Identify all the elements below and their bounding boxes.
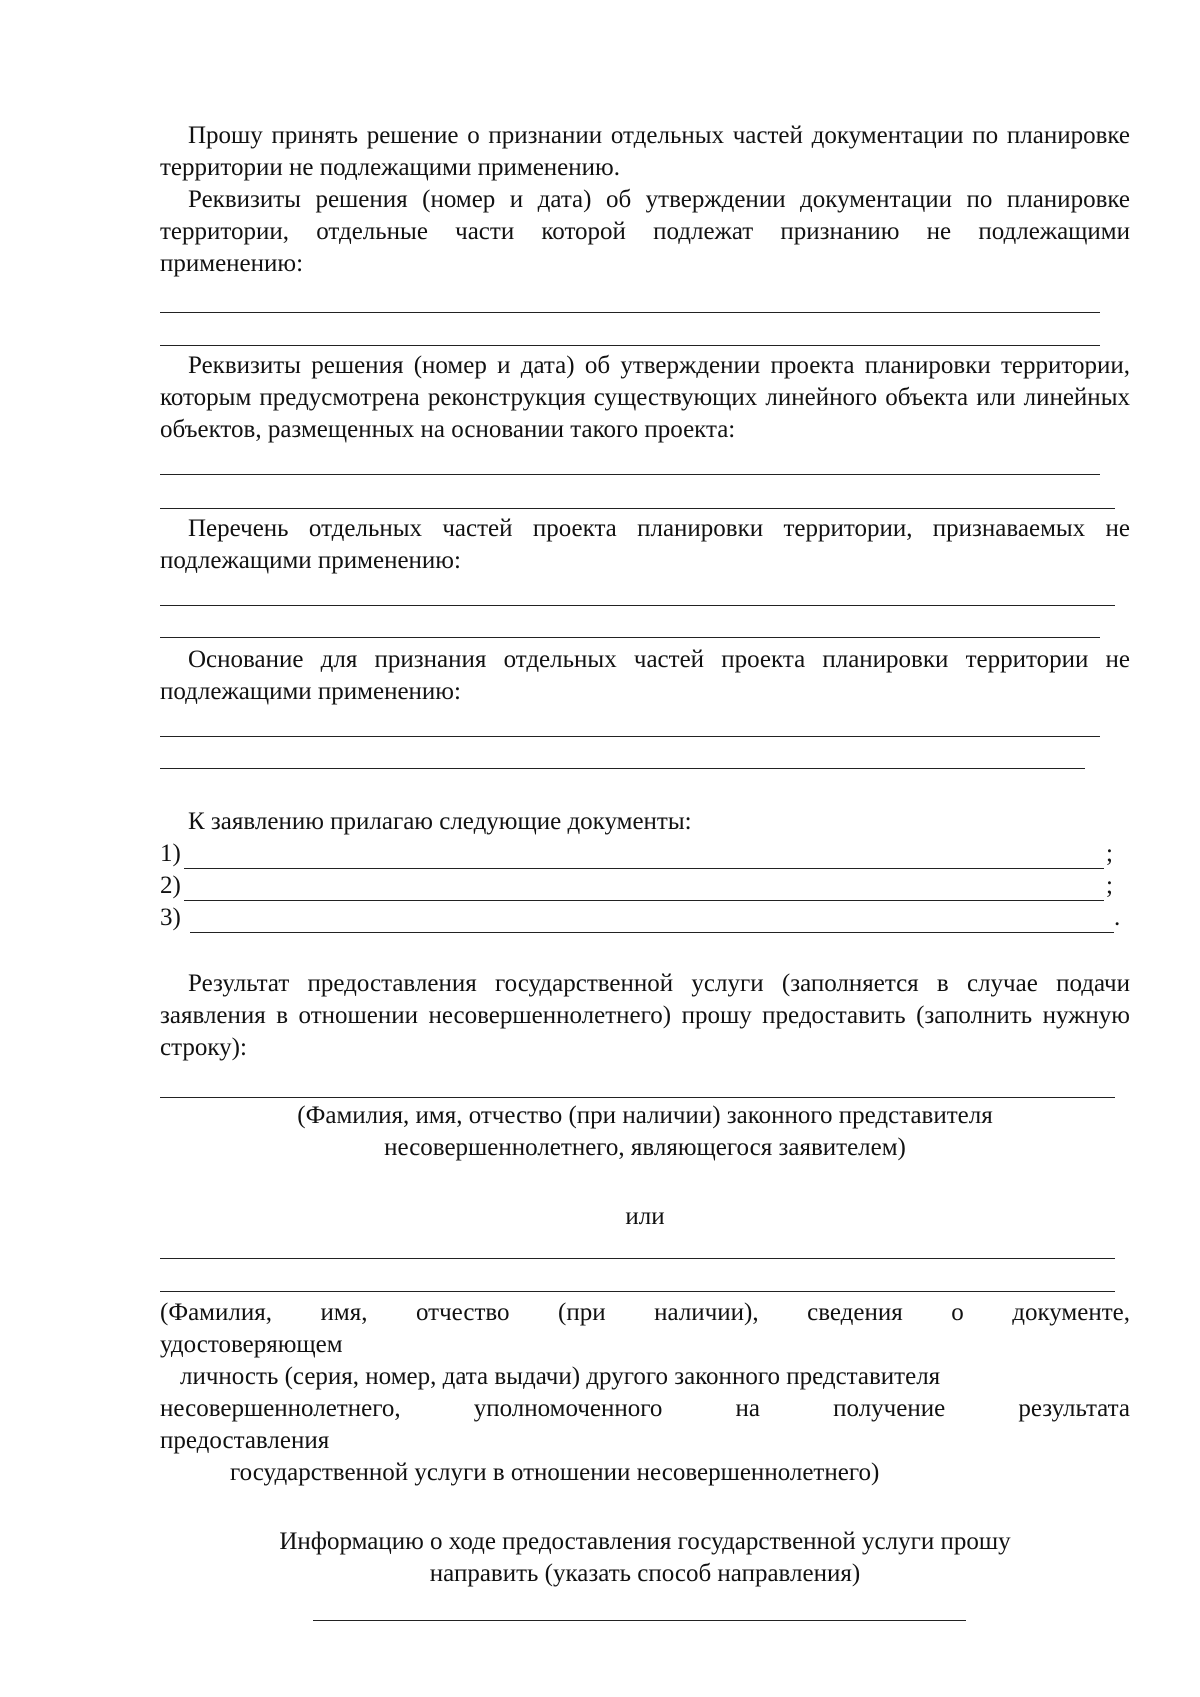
rep2-word: отчество <box>415 1299 510 1326</box>
attachment-line-1[interactable] <box>184 868 1104 869</box>
rep2-word: на <box>735 1395 761 1422</box>
attachment-number-3: 3) <box>160 904 181 931</box>
fill-line[interactable] <box>160 1291 1115 1292</box>
fill-line[interactable] <box>160 1258 1115 1259</box>
rep2-word: уполномоченного <box>473 1395 663 1422</box>
fill-line[interactable] <box>160 768 1085 769</box>
fill-line[interactable] <box>160 474 1100 475</box>
rep2-note-line3: личность (серия, номер, дата выдачи) другого законного представителя <box>180 1363 941 1390</box>
parts-list-paragraph: Перечень отдельных частей проекта планировки территории, признаваемых не подлежащими применению: <box>160 515 1130 574</box>
attachment-end-3: . <box>1114 904 1121 931</box>
rep2-word: получение <box>833 1395 946 1422</box>
request-paragraph: Прошу принять решение о признании отдельных частей документации по планировке территории не подлежащими применению. <box>160 122 1130 181</box>
attachment-number-2: 2) <box>160 872 181 899</box>
or-label: или <box>625 1203 665 1230</box>
grounds-paragraph: Основание для признания отдельных частей проекта планировки территории не подлежащими применению: <box>160 646 1130 705</box>
attachment-line-2[interactable] <box>184 900 1104 901</box>
service-result-paragraph: Результат предоставления государственной услуги (заполняется в случае подачи заявления в отношении несовершеннолетнего) прошу предоставить (заполнить нужную строку): <box>160 970 1130 1061</box>
rep2-word: несовершеннолетнего, <box>160 1395 401 1422</box>
fill-line[interactable] <box>160 1097 1115 1098</box>
project-decision-paragraph: Реквизиты решения (номер и дата) об утверждении проекта планировки территории, которым предусмотрена реконструкция существующих линейного объекта или линейных объектов, размещенных на основании такого проекта: <box>160 352 1130 443</box>
rep1-note-line2: несовершеннолетнего, являющегося заявителем) <box>384 1134 906 1161</box>
rep2-word: (при <box>558 1299 606 1326</box>
fill-line[interactable] <box>160 345 1100 346</box>
rep2-word: имя, <box>320 1299 368 1326</box>
info-line1: Информацию о ходе предоставления государственной услуги прошу <box>279 1528 1011 1555</box>
attachment-number-1: 1) <box>160 840 181 867</box>
rep2-word: наличии), <box>654 1299 759 1326</box>
rep2-word: (Фамилия, <box>160 1299 272 1326</box>
rep2-word: результата <box>1018 1395 1130 1422</box>
attachment-line-3[interactable] <box>190 932 1114 933</box>
attachment-end-1: ; <box>1106 840 1113 867</box>
fill-line[interactable] <box>160 736 1100 737</box>
rep1-note-line1: (Фамилия, имя, отчество (при наличии) законного представителя <box>297 1102 993 1129</box>
attachment-end-2: ; <box>1106 872 1113 899</box>
fill-line[interactable] <box>160 508 1115 509</box>
rep2-word: сведения <box>807 1299 903 1326</box>
delivery-method-line[interactable] <box>313 1620 966 1621</box>
rep2-word: о <box>951 1299 964 1326</box>
fill-line[interactable] <box>160 605 1115 606</box>
decision-details-paragraph: Реквизиты решения (номер и дата) об утверждении документации по планировке территории, отдельные части которой подлежат признанию не подлежащими применению: <box>160 186 1130 277</box>
info-line2: направить (указать способ направления) <box>429 1560 861 1587</box>
fill-line[interactable] <box>160 312 1100 313</box>
rep2-note-line1 <box>160 1297 1130 1329</box>
rep2-word: документе, <box>1012 1299 1130 1326</box>
rep2-note-line5: предоставления <box>160 1427 330 1454</box>
rep2-note-line2: удостоверяющем <box>160 1331 343 1358</box>
rep2-note-line4 <box>160 1393 1130 1425</box>
fill-line[interactable] <box>160 637 1100 638</box>
rep2-note-line6: государственной услуги в отношении несовершеннолетнего) <box>230 1459 880 1486</box>
attachments-intro: К заявлению прилагаю следующие документы: <box>188 808 692 835</box>
